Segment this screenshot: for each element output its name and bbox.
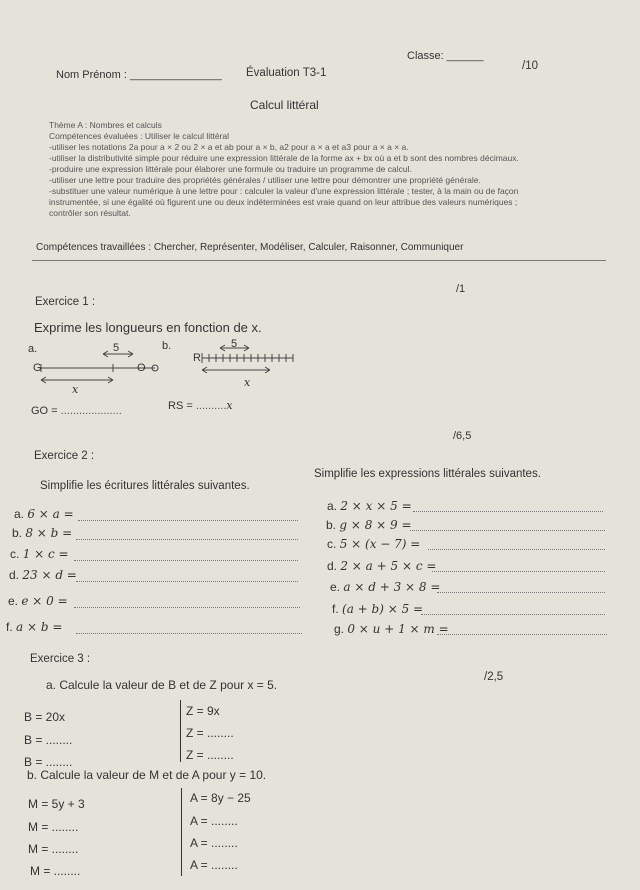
answer-line[interactable] <box>76 633 302 634</box>
name-blank: _______________ <box>129 69 222 81</box>
ex2-score: /6,5 <box>453 430 472 442</box>
competence-line: contrôler son résultat. <box>49 208 131 218</box>
ex2-right-item[interactable] <box>330 580 440 594</box>
ex2-right-item[interactable] <box>326 518 412 532</box>
item-expr: (a + b) × 5 = <box>342 602 424 616</box>
ex2-left-item[interactable] <box>6 620 62 634</box>
ex1-a-label: a. <box>28 343 38 355</box>
item-expr: 5 × (x − 7) = <box>339 537 421 551</box>
m-step[interactable]: M = ........ <box>28 842 79 856</box>
go-label: GO = <box>31 405 58 417</box>
ex2-left-heading: Simplifie les écritures littérales suivantes. <box>40 480 250 492</box>
point-o-label: O <box>137 362 146 374</box>
competence-line: -produire une expression littérale pour élaborer une formule ou traduire un programme de calcul. <box>49 164 412 174</box>
ex1-b-measure: 5 <box>231 338 238 350</box>
name-field[interactable] <box>56 69 222 81</box>
item-expr: 2 × a + 5 × c = <box>340 559 437 573</box>
item-label: g. <box>334 622 345 636</box>
item-expr: a × b = <box>16 620 63 634</box>
answer-line[interactable] <box>428 549 605 550</box>
ex1-b-label: b. <box>162 340 172 352</box>
answer-line[interactable] <box>421 614 605 615</box>
item-label: f. <box>332 602 339 616</box>
ex2-left-item[interactable] <box>10 547 69 561</box>
ex3-title: Exercice 3 : <box>30 653 91 665</box>
ex2-right-item[interactable] <box>327 499 412 513</box>
b-step[interactable]: B = ........ <box>24 755 73 769</box>
ex1-a-variable: x <box>72 383 79 396</box>
score-total: /10 <box>522 60 538 72</box>
ex2-left-item[interactable] <box>12 526 72 540</box>
theme-line: Thème A : Nombres et calculs <box>49 120 162 130</box>
item-label: c. <box>10 547 20 561</box>
item-expr: a × d + 3 × 8 = <box>343 580 441 594</box>
ex1-a-measure: 5 <box>113 342 120 354</box>
page-title: Calcul littéral <box>250 98 319 112</box>
item-label: d. <box>327 559 338 573</box>
m-step[interactable]: M = ........ <box>28 820 79 834</box>
a-formula: A = 8y − 25 <box>190 791 251 805</box>
competence-line: -utiliser une lettre pour traduire des propriétés générales / utiliser une lettre pour démontrer une propriété générale. <box>49 175 481 185</box>
ex2-right-item[interactable] <box>327 559 436 573</box>
ex3-score: /2,5 <box>484 671 504 683</box>
point-r-label: R <box>193 352 201 364</box>
ex1-a-answer[interactable] <box>31 405 122 417</box>
b-formula: B = 20x <box>24 710 66 724</box>
answer-line[interactable] <box>74 607 300 608</box>
z-step[interactable]: Z = ........ <box>186 748 234 762</box>
go-blank: .................... <box>60 405 122 417</box>
ex2-title: Exercice 2 : <box>34 450 95 462</box>
competence-line: -substituer une valeur numérique à une lettre pour : calculer la valeur d'une expression littérale ; tester, à la main ou de façon <box>49 186 519 196</box>
item-label: e. <box>330 580 341 594</box>
item-label: e. <box>8 594 19 608</box>
answer-line[interactable] <box>78 520 298 521</box>
a-step[interactable]: A = ........ <box>190 858 238 872</box>
ex2-left-item[interactable] <box>9 568 77 582</box>
answer-line[interactable] <box>410 530 605 531</box>
answer-line[interactable] <box>437 634 607 635</box>
a-step[interactable]: A = ........ <box>190 836 238 850</box>
rs-suffix: x <box>226 399 233 412</box>
rs-label: RS = <box>168 400 193 412</box>
item-expr: 0 × u + 1 × m = <box>347 622 449 636</box>
item-label: b. <box>12 526 23 540</box>
m-formula: M = 5y + 3 <box>28 797 85 811</box>
ex1-title: Exercice 1 : <box>35 296 96 308</box>
ex1-b-answer[interactable] <box>168 399 233 412</box>
ex2-left-item[interactable] <box>14 507 74 521</box>
evaluation-title: Évaluation T3-1 <box>246 67 327 79</box>
competences-travaillees: Compétences travaillées : Chercher, Représenter, Modéliser, Calculer, Raisonner, Communiquer <box>36 242 464 253</box>
b-step[interactable]: B = ........ <box>24 733 73 747</box>
ex2-right-item[interactable] <box>327 537 420 551</box>
item-expr: g × 8 × 9 = <box>339 518 412 532</box>
ex1-b-variable: x <box>244 376 251 389</box>
item-expr: 1 × c = <box>22 547 69 561</box>
ex2-right-heading: Simplifie les expressions littérales suivantes. <box>314 468 541 480</box>
ex1-score: /1 <box>456 283 466 295</box>
item-expr: 23 × d = <box>22 568 77 582</box>
z-formula: Z = 9x <box>186 704 220 718</box>
item-label: c. <box>327 537 337 551</box>
item-label: d. <box>9 568 20 582</box>
item-expr: 2 × x × 5 = <box>340 499 412 513</box>
ex3-b-instruction: b. Calcule la valeur de M et de A pour y = 10. <box>27 768 267 782</box>
answer-line[interactable] <box>432 571 605 572</box>
item-expr: 8 × b = <box>25 526 73 540</box>
competences-evaluees: Compétences évaluées : Utiliser le calcul littéral <box>49 131 229 141</box>
item-expr: e × 0 = <box>21 594 68 608</box>
ex2-right-item[interactable] <box>334 622 449 636</box>
answer-line[interactable] <box>413 511 603 512</box>
z-step[interactable]: Z = ........ <box>186 726 234 740</box>
a-step[interactable]: A = ........ <box>190 814 238 828</box>
item-label: f. <box>6 620 13 634</box>
classe-blank: ______ <box>446 50 484 62</box>
item-label: a. <box>14 507 25 521</box>
name-label: Nom Prénom : <box>56 69 127 81</box>
answer-line[interactable] <box>437 592 605 593</box>
ex1-instruction: Exprime les longueurs en fonction de x. <box>34 320 262 335</box>
separator-line <box>180 700 181 762</box>
competence-line: -utiliser la distributivité simple pour réduire une expression littérale de la forme ax + bx où a et b sont des nombres décimaux. <box>49 153 519 163</box>
item-expr: 6 × a = <box>27 507 74 521</box>
classe-field[interactable] <box>407 50 483 62</box>
divider <box>32 260 606 261</box>
competence-line: instrumentée, si une égalité où figurent une ou deux indéterminées est vraie quand on leur attribue des valeurs numériques ; <box>49 197 518 207</box>
ex2-left-item[interactable] <box>8 594 68 608</box>
ex2-right-item[interactable] <box>332 602 423 616</box>
competence-line: -utiliser les notations 2a pour a × 2 ou 2 × a et ab pour a × b, a2 pour a × a et a3 pour a × a × a. <box>49 142 409 152</box>
segment-go-figure <box>25 338 170 398</box>
m-step[interactable]: M = ........ <box>30 864 81 878</box>
item-label: b. <box>326 518 337 532</box>
answer-line[interactable] <box>76 539 298 540</box>
answer-line[interactable] <box>76 581 298 582</box>
classe-label: Classe: <box>407 50 444 62</box>
ex3-a-instruction: a. Calcule la valeur de B et de Z pour x = 5. <box>46 678 278 692</box>
separator-line <box>181 788 182 876</box>
answer-line[interactable] <box>74 560 298 561</box>
rs-blank: .......... <box>195 400 227 412</box>
item-label: a. <box>327 499 338 513</box>
point-g-label: G <box>33 362 42 374</box>
